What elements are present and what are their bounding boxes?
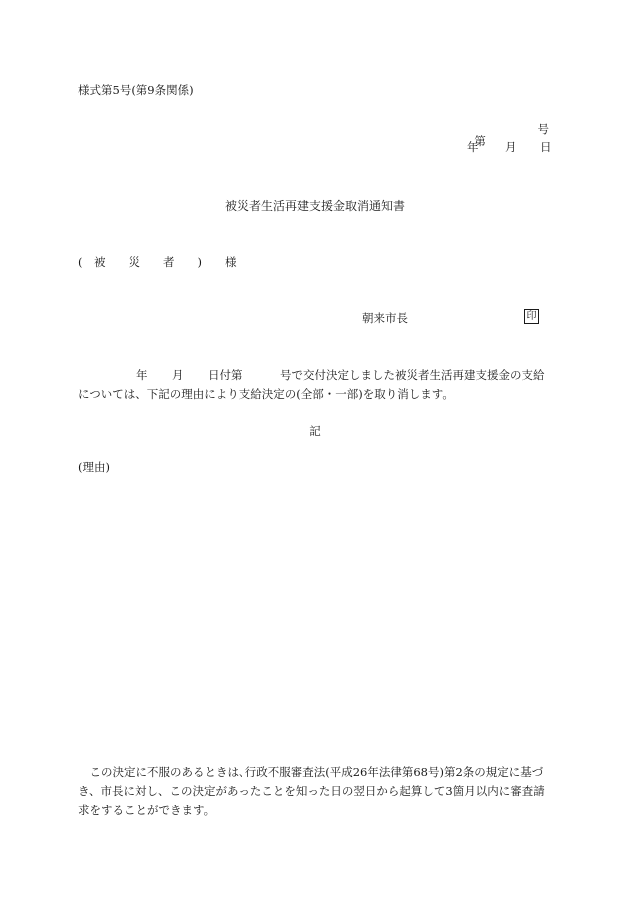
reason-label: (理由) xyxy=(78,460,110,474)
appeal-notice-line-2: き、市長に対し、この決定があったことを知った日の翌日から起算して3箇月以内に審査請 xyxy=(78,784,545,798)
document-number-suffix: 号 xyxy=(537,122,549,136)
issue-date-day: 日 xyxy=(540,140,552,154)
issue-date-month: 月 xyxy=(505,140,517,154)
body-year: 年 xyxy=(136,368,148,382)
document-title: 被災者生活再建支援金取消通知書 xyxy=(224,199,405,213)
body-text-rest: 号で交付決定しました被災者生活再建支援金の支給 xyxy=(280,368,545,382)
issue-date-line xyxy=(467,140,552,188)
body-line-2: については、下記の理由により支給決定の(全部・一部)を取り消します。 xyxy=(78,387,454,401)
issuer-name: 朝来市長 xyxy=(362,311,408,325)
form-number: 様式第5号(第9条関係) xyxy=(78,83,194,97)
body-date-number: 日付第 xyxy=(208,368,243,382)
document-number-prefix: 第 xyxy=(474,133,486,148)
appeal-notice-line-3: 求をすることができます。 xyxy=(78,803,216,817)
appeal-notice-line-1: この決定に不服のあるときは､行政不服審査法(平成26年法律第68号)第2条の規定に基づ xyxy=(78,765,544,779)
recipient-line: ( 被 災 者 ) 様 xyxy=(78,255,237,269)
body-month: 月 xyxy=(172,368,184,382)
ki-heading: 記 xyxy=(309,424,321,438)
seal-box: 印 xyxy=(524,309,539,324)
issue-date-year: 年 xyxy=(467,140,479,154)
